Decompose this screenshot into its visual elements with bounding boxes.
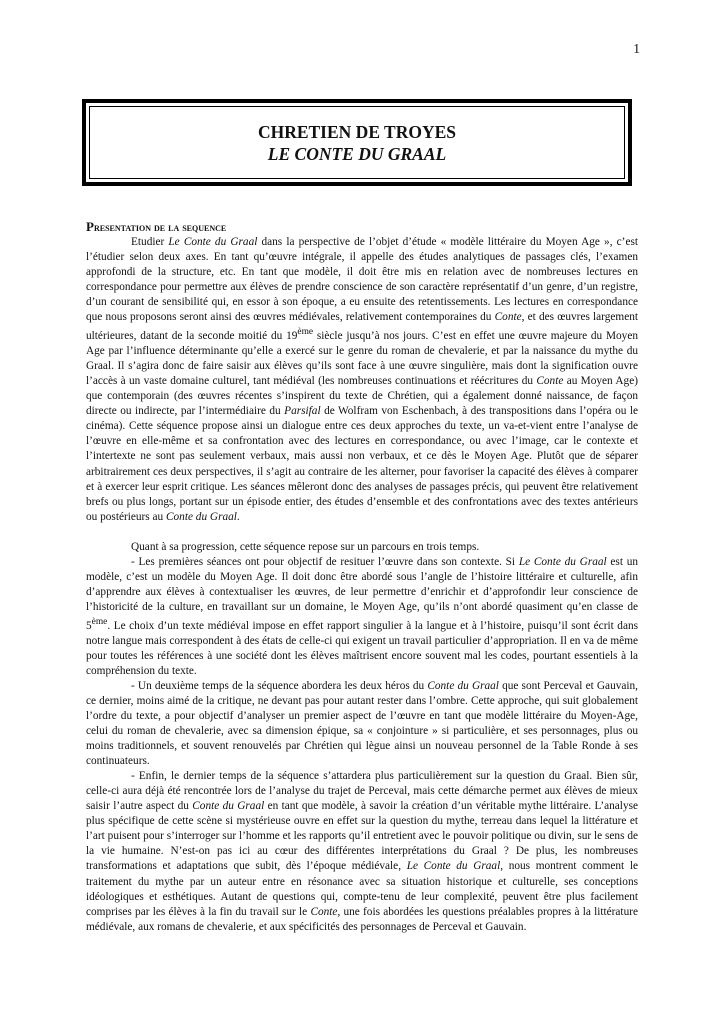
text-run: est un modèle, c’est un modèle du Moyen Age. Il doit donc être abordé sous l’angle de l’histoire littéraire et culturelle, afin d’apprendre aux élèves à contextualiser les œuvres, de leur permettre d’enrichir et d’approfondir leur conscience de l’historicité de la culture, en travaillant sur un domaine, le Moyen Age, qu’ils n’ont abordé quasiment qu’en classe de 5	[86, 555, 639, 632]
work-title: Conte du Graal	[427, 679, 499, 692]
work-title: Parsifal	[284, 405, 321, 418]
work-title: Conte	[536, 375, 564, 388]
text-run: . Le choix d’un texte médiéval impose en effet rapport singulier à la langue et à l’histoire, puisqu’il sont écrit dans notre langue mais correspondent à des états de celle-ci qui exigent un travail particulier d’appropriation. Il en va de même pour toutes les références à une société dont les élèves maîtrisent encore souvent mal les codes, pourtant essentiels à la compréhension du texte.	[86, 619, 638, 677]
text-run: .	[236, 510, 240, 523]
title-work: LE CONTE DU GRAAL	[267, 143, 447, 164]
paragraph-presentation	[86, 235, 638, 525]
work-title: Conte	[494, 311, 522, 324]
text-run: Etudier	[131, 236, 169, 249]
text-run: en tant que modèle, à savoir la création d’un véritable mythe littéraire. L’analyse plus spécifique de cette scène si mystérieuse ouvre en effet sur la question du mythe, terreau dans lequel la littérature et l’art puisent pour s’interroger sur l’homme et les rapports qu’il entretient avec le pouvoir politique ou divin, sur le sens de la vie humaine. N’est-on pas ici au cœur des différentes interprétations du Graal ? De plus, les nombreuses transformations et adaptations que subit, dès l’époque médiévale,	[86, 800, 639, 873]
paragraph-second-phase	[86, 679, 638, 769]
paragraph-third-phase	[86, 769, 638, 935]
work-title: Le Conte du Graal	[406, 860, 501, 873]
title-box-inner	[89, 106, 625, 179]
title-box	[82, 99, 632, 186]
text-run: au Moyen Age) que contemporain (des œuvres récentes s’inspirent du texte de Chrétien, qui a également donné naissance, de façon directe ou indirecte, par l’intermédiaire du	[86, 375, 638, 418]
paragraph-spacer	[86, 525, 638, 540]
text-run: , nous montrent comment le traitement du mythe par un auteur entre en résonance avec sa situation historique et culturelle, ses conceptions idéologiques et esthétiques. Autant de questions qui, compte-tenu de leur complexité, peuvent être plus facilement comprises par les élèves à la fin du travail sur le	[86, 860, 638, 918]
text-run: - Enfin, le dernier temps de la séquence s’attardera plus particulièrement sur la question du Graal. Bien sûr, celle-ci aura déjà été rencontrée lors de l’analyse du trajet de Perceval, mais cette démarche permet aux élèves de mieux saisir l’autre aspect du	[86, 770, 638, 813]
text-run: de Wolfram von Eschenbach, à des transpositions dans l’opéra ou le cinéma). Cette séquence propose ainsi un dialogue entre ces deux approches du texte, un va-et-vient entre l’analyse de l’œuvre en elle-même et sa confrontation avec des lectures en correspondance, ou avec l’image, car le contexte et l’intertexte ne sont pas seulement verbaux, mais aussi non verbaux, et ce dès le Moyen Age. Plutôt que de séparer arbitrairement ces deux perspectives, il s’agit au contraire de les alterner, pour favoriser la capacité des élèves à comparer et à exercer leur esprit critique. Les séances mêleront donc des analyses de passages précis, qui peuvent être relativement brefs ou plus longs, portant sur un épisode entier, des études d’ensemble et des confrontations avec des textes antérieurs ou postérieurs au	[86, 405, 639, 523]
title-author: CHRETIEN DE TROYES	[257, 121, 457, 142]
work-title: Conte du Graal	[192, 800, 265, 813]
work-title: Conte	[310, 905, 338, 918]
text-run: que sont Perceval et Gauvain, ce dernier, moins aimé de la critique, ne devant pas pour autant rester dans l’ombre. Cette approche, qui suit globalement l’ordre du texte, a pour objectif d’analyser un premier aspect de l’œuvre en tant que modèle littéraire du Moyen-Age, celui du roman de chevalerie, avec sa dimension épique, sa « conjointure » si particulière, et ses personnages, plus ou moins traditionnels, et souvent renouvelés par Chrétien qui lègue ainsi un nouveau personnel de la Table Ronde à ses continuateurs.	[86, 679, 638, 768]
document-body	[86, 219, 638, 935]
text-run: dans la perspective de l’objet d’étude « modèle littéraire du Moyen Age », c’est l’étudier selon deux axes. En tant qu’œuvre intégrale, il appelle des études analytiques de passages clés, l’examen approfondi de la structure, etc. En tant que modèle, il doit être mis en relation avec de nombreuses lectures en correspondance pour permettre aux élèves de prendre conscience de son caractère représentatif d’un genre, d’un registre, d’un courant de sensibilité qui, en essor à son époque, a eu ensuite des retentissements. Les lectures en correspondance que nous proposons seront ainsi des œuvres médiévales, relativement contemporaines du	[86, 236, 638, 324]
text-run: , une fois abordées les questions préalables propres à la littérature médiévale, aux romans de chevalerie, et aux spécificités des personnages de Perceval et Gauvain.	[86, 905, 638, 933]
paragraph-first-phase	[86, 555, 638, 679]
text-run: - Un deuxième temps de la séquence abordera les deux héros du	[131, 679, 428, 692]
section-heading: Presentation de la sequence	[86, 219, 227, 234]
page-number: 1	[633, 41, 640, 56]
text-run: - Les premières séances ont pour objectif de resituer l’œuvre dans son contexte. Si	[131, 555, 519, 568]
text-run: siècle jusqu’à nos jours. C’est en effet une œuvre majeure du Moyen Age par l’influence déterminante qu’elle a exercé sur le genre du roman de chevalerie, et par la naissance du mythe du Graal. Il s’agira donc de faire saisir aux élèves qu’ils sont face à une œuvre singulière, mais dont la signification ouvre l’accès à un vaste domaine culturel, tant médiéval (les nombreuses continuations et réécritures du	[86, 330, 638, 388]
work-title: Conte du Graal	[166, 510, 237, 523]
paragraph-progression: Quant à sa progression, cette séquence repose sur un parcours en trois temps.	[131, 540, 480, 553]
superscript: ème	[297, 327, 314, 338]
work-title: Le Conte du Graal	[518, 555, 607, 568]
work-title: Le Conte du Graal	[168, 236, 258, 249]
superscript: ème	[91, 616, 108, 627]
text-run: , et des œuvres largement ultérieures, datant de la seconde moitié du 19	[86, 311, 638, 343]
